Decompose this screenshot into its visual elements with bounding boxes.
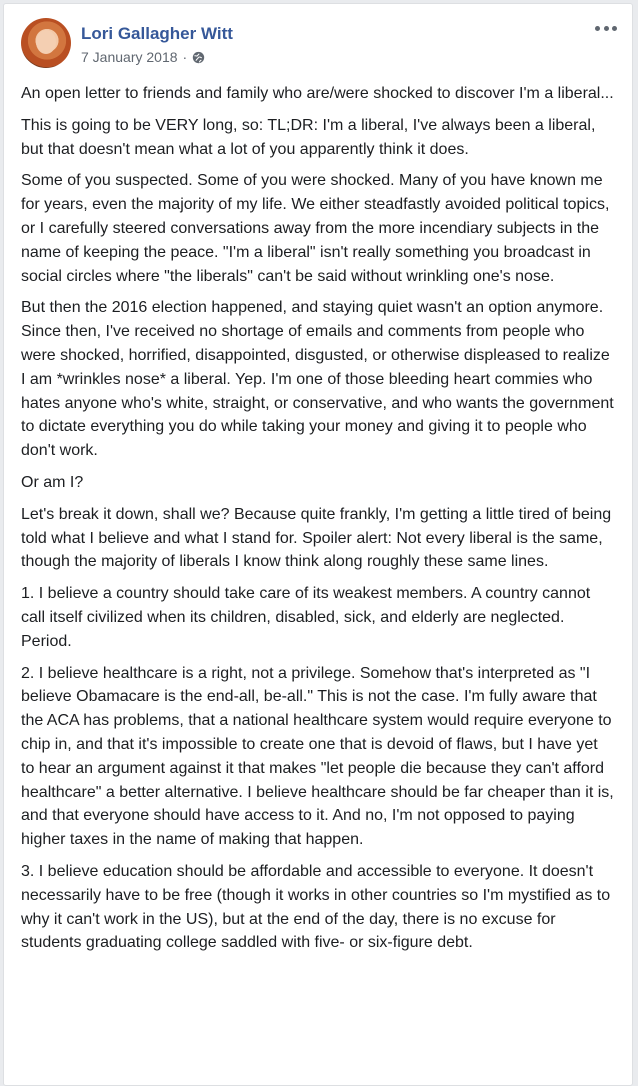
post-paragraph: Let's break it down, shall we? Because quite frankly, I'm getting a little tired of being told what I believe and what I stand for. Spoiler alert: Not every liberal is the same, though the majority of liberals I know think along roughly these same lines.	[21, 505, 612, 571]
post-header	[4, 4, 632, 82]
meta-separator: ·	[182, 49, 188, 65]
post-card	[3, 3, 633, 1086]
post-meta	[81, 49, 205, 65]
post-paragraph: This is going to be VERY long, so: TL;DR: I'm a liberal, I've always been a liberal, but that doesn't mean what a lot of you apparently think it does.	[21, 116, 596, 158]
post-body	[4, 82, 632, 955]
post-paragraph: 1. I believe a country should take care of its weakest members. A country cannot call itself civilized when its children, disabled, sick, and elderly are neglected. Period.	[21, 585, 591, 650]
post-paragraph: 2. I believe healthcare is a right, not a privilege. Somehow that's interpreted as "I believe Obamacare is the end-all, be-all." This is not the case. I'm fully aware that the ACA has problems, that a national healthcare system would require everyone to chip in, and that it's impossible to create one that is devoid of flaws, but I have yet to hear an argument against it that makes "let people die because they can't afford healthcare" a better alternative. I believe healthcare should be far cheaper than it is, and that everyone should have access to it. And no, I'm not opposed to paying higher taxes in the name of making that happen.	[21, 664, 614, 849]
post-paragraph: Some of you suspected. Some of you were shocked. Many of you have known me for years, even the majority of my life. We either steadfastly avoided political topics, or I carefully steered conversations away from the more incendiary subjects in the name of keeping the peace. "I'm a liberal" isn't really something you broadcast in social circles where "the liberals" can't be said without wrinkling one's nose.	[21, 172, 610, 285]
post-paragraph: An open letter to friends and family who are/were shocked to discover I'm a liberal...	[21, 85, 614, 102]
avatar[interactable]	[21, 18, 71, 68]
post-paragraph: 3. I believe education should be affordable and accessible to everyone. It doesn't necessarily have to be free (though it works in other countries so I'm mystified as to why it can't work in the US), but at the end of the day, there is no excuse for students graduating college saddled with five- or six-figure debt.	[21, 862, 611, 952]
post-paragraph: Or am I?	[21, 473, 84, 491]
author-name[interactable]: Lori Gallagher Witt	[81, 24, 233, 43]
globe-icon[interactable]	[192, 51, 205, 64]
post-date[interactable]: 7 January 2018	[81, 49, 178, 65]
post-paragraph: But then the 2016 election happened, and staying quiet wasn't an option anymore. Since then, I've received no shortage of emails and comments from people who were shocked, horrified, disappointed, disgusted, or otherwise displeased to realize I am *wrinkles nose* a liberal. Yep. I'm one of those bleeding heart commies who hates anyone who's white, straight, or conservative, and who wants the government to dictate everything you do while taking your money and giving it to people who don't work.	[21, 299, 614, 460]
more-options-icon[interactable]	[595, 21, 617, 35]
